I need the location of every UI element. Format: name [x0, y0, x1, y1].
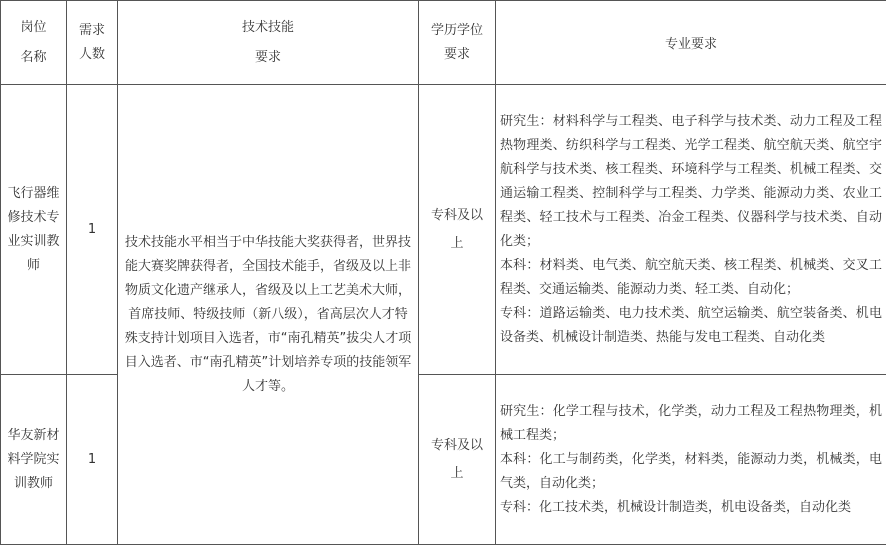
header-count-line1: 需求 [78, 22, 105, 38]
education-line2: 上 [450, 465, 464, 481]
header-row [1, 1, 886, 85]
major-undergraduate: 本科：化工与制药类，化学类，材料类，能源动力类，机械类，电气类，自动化类； [500, 451, 882, 491]
header-position-line2: 名称 [20, 49, 47, 65]
major-graduate: 研究生：化学工程与技术，化学类，动力工程及工程热物理类，机械工程类； [500, 403, 882, 443]
major-graduate: 研究生：材料科学与工程类、电子科学与技术类、动力工程及工程热物理类、纺织科学与工程类、光学工程类、航空航天类、航空宇航科学与技术类、核工程类、环境科学与工程类、机械工程类、交通运输工程类、控制科学与工程类、力学类、能源动力类、农业工程类、轻工技术与工程类、冶金工程类、仪器科学与技术类、自动化类； [500, 113, 882, 249]
education-requirement [419, 85, 496, 375]
headcount: 1 [67, 375, 118, 545]
education-line2: 上 [450, 235, 464, 251]
header-skill-line1: 技术技能 [241, 19, 294, 35]
header-education [419, 1, 496, 85]
header-count [67, 1, 118, 85]
header-education-line1: 学历学位 [430, 22, 483, 38]
header-count-line2: 人数 [78, 46, 105, 62]
major-junior-college: 专科：道路运输类、电力技术类、航空运输类、航空装备类、机电设备类、机械设计制造类、热能与发电工程类、自动化类 [500, 305, 882, 345]
header-skill [118, 1, 419, 85]
major-requirement [496, 85, 886, 375]
education-requirement [419, 375, 496, 545]
skill-requirement: 技术技能水平相当于中华技能大奖获得者，世界技能大赛奖牌获得者，全国技术能手，省级及以上非物质文化遗产继承人，省级及以上工艺美术大师，首席技师、特级技师（新八级），省高层次人才特殊支持计划项目入选者，市“南孔精英”拔尖人才项目入选者、市“南孔精英”计划培养专项的技能领军人才等。 [118, 85, 419, 545]
major-requirement [496, 375, 886, 545]
headcount: 1 [67, 85, 118, 375]
header-skill-line2: 要求 [254, 49, 281, 65]
position-name: 华友新材料学院实训教师 [1, 375, 67, 545]
major-junior-college: 专科：化工技术类，机械设计制造类，机电设备类，自动化类 [500, 499, 852, 515]
header-education-line2: 要求 [443, 46, 470, 62]
position-name: 飞行器维修技术专业实训教师 [1, 85, 67, 375]
education-line1: 专科及以 [430, 437, 483, 453]
table-row [1, 85, 886, 375]
education-line1: 专科及以 [430, 207, 483, 223]
header-position [1, 1, 67, 85]
major-undergraduate: 本科：材料类、电气类、航空航天类、核工程类、机械类、交叉工程类、交通运输类、能源动力类、轻工类、自动化； [500, 257, 882, 297]
header-major: 专业要求 [496, 1, 886, 85]
header-position-line1: 岗位 [20, 19, 47, 35]
